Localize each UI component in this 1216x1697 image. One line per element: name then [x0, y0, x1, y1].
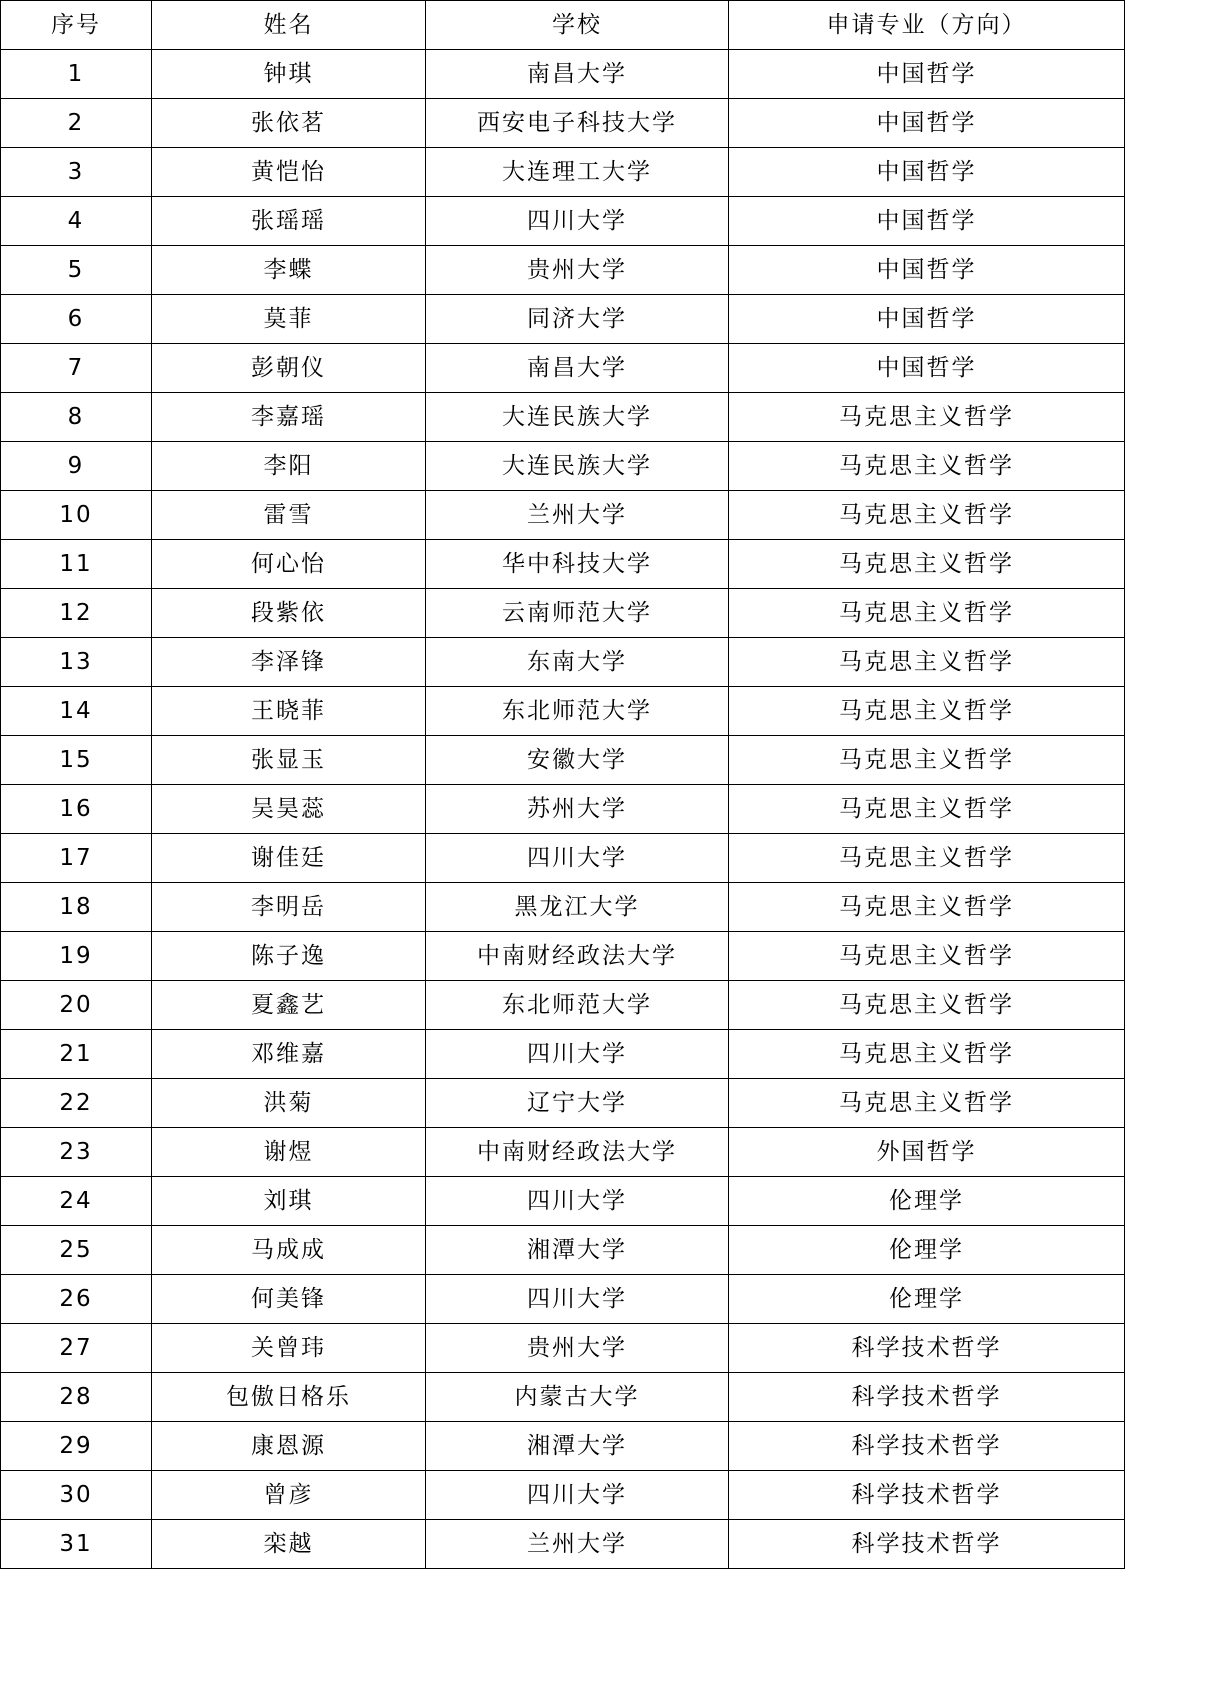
- cell-school: 湘潭大学: [426, 1226, 729, 1275]
- table-row: [1, 295, 1125, 344]
- table-row: [1, 1422, 1125, 1471]
- cell-name: 吴昊蕊: [152, 785, 426, 834]
- cell-name: 何美锋: [152, 1275, 426, 1324]
- cell-major: 马克思主义哲学: [729, 1079, 1125, 1128]
- cell-school: 辽宁大学: [426, 1079, 729, 1128]
- cell-school: 四川大学: [426, 1030, 729, 1079]
- table-row: [1, 785, 1125, 834]
- cell-school: 华中科技大学: [426, 540, 729, 589]
- table-row: [1, 540, 1125, 589]
- cell-index: 30: [1, 1471, 152, 1520]
- cell-index: 10: [1, 491, 152, 540]
- table-row: [1, 393, 1125, 442]
- table-row: [1, 1177, 1125, 1226]
- table-row: [1, 1030, 1125, 1079]
- cell-major: 马克思主义哲学: [729, 540, 1125, 589]
- cell-school: 四川大学: [426, 197, 729, 246]
- cell-name: 莫菲: [152, 295, 426, 344]
- cell-major: 伦理学: [729, 1275, 1125, 1324]
- table-row: [1, 687, 1125, 736]
- cell-school: 东北师范大学: [426, 981, 729, 1030]
- cell-major: 马克思主义哲学: [729, 736, 1125, 785]
- header-school: 学校: [426, 1, 729, 50]
- table-row: [1, 589, 1125, 638]
- cell-school: 大连民族大学: [426, 442, 729, 491]
- cell-index: 14: [1, 687, 152, 736]
- cell-index: 22: [1, 1079, 152, 1128]
- cell-name: 黄恺怡: [152, 148, 426, 197]
- cell-index: 2: [1, 99, 152, 148]
- cell-major: 马克思主义哲学: [729, 589, 1125, 638]
- cell-index: 13: [1, 638, 152, 687]
- cell-major: 科学技术哲学: [729, 1324, 1125, 1373]
- cell-major: 中国哲学: [729, 344, 1125, 393]
- cell-index: 19: [1, 932, 152, 981]
- cell-school: 贵州大学: [426, 246, 729, 295]
- cell-major: 马克思主义哲学: [729, 638, 1125, 687]
- cell-name: 谢煜: [152, 1128, 426, 1177]
- table-row: [1, 1226, 1125, 1275]
- cell-index: 27: [1, 1324, 152, 1373]
- cell-index: 12: [1, 589, 152, 638]
- cell-major: 马克思主义哲学: [729, 442, 1125, 491]
- table-row: [1, 197, 1125, 246]
- cell-name: 夏鑫艺: [152, 981, 426, 1030]
- cell-school: 云南师范大学: [426, 589, 729, 638]
- cell-school: 兰州大学: [426, 491, 729, 540]
- cell-name: 雷雪: [152, 491, 426, 540]
- cell-index: 21: [1, 1030, 152, 1079]
- table-row: [1, 148, 1125, 197]
- cell-major: 伦理学: [729, 1226, 1125, 1275]
- cell-name: 陈子逸: [152, 932, 426, 981]
- cell-name: 关曾玮: [152, 1324, 426, 1373]
- table-body: [1, 50, 1125, 1569]
- cell-school: 四川大学: [426, 1177, 729, 1226]
- table-row: [1, 1128, 1125, 1177]
- cell-name: 栾越: [152, 1520, 426, 1569]
- cell-name: 包傲日格乐: [152, 1373, 426, 1422]
- cell-name: 彭朝仪: [152, 344, 426, 393]
- cell-name: 李泽锋: [152, 638, 426, 687]
- table-row: [1, 1079, 1125, 1128]
- cell-school: 内蒙古大学: [426, 1373, 729, 1422]
- cell-major: 伦理学: [729, 1177, 1125, 1226]
- cell-name: 谢佳廷: [152, 834, 426, 883]
- cell-school: 南昌大学: [426, 344, 729, 393]
- cell-school: 同济大学: [426, 295, 729, 344]
- cell-school: 四川大学: [426, 834, 729, 883]
- cell-name: 段紫依: [152, 589, 426, 638]
- cell-index: 24: [1, 1177, 152, 1226]
- table-header-row: [1, 1, 1125, 50]
- cell-major: 中国哲学: [729, 295, 1125, 344]
- table-row: [1, 491, 1125, 540]
- cell-school: 东北师范大学: [426, 687, 729, 736]
- table-row: [1, 442, 1125, 491]
- cell-major: 科学技术哲学: [729, 1520, 1125, 1569]
- cell-name: 钟琪: [152, 50, 426, 99]
- cell-name: 张瑶瑶: [152, 197, 426, 246]
- table-row: [1, 99, 1125, 148]
- cell-name: 邓维嘉: [152, 1030, 426, 1079]
- cell-major: 科学技术哲学: [729, 1422, 1125, 1471]
- cell-index: 6: [1, 295, 152, 344]
- cell-school: 四川大学: [426, 1471, 729, 1520]
- cell-index: 8: [1, 393, 152, 442]
- table-row: [1, 1373, 1125, 1422]
- cell-index: 29: [1, 1422, 152, 1471]
- cell-name: 李阳: [152, 442, 426, 491]
- table-row: [1, 883, 1125, 932]
- cell-major: 中国哲学: [729, 197, 1125, 246]
- header-name: 姓名: [152, 1, 426, 50]
- cell-major: 马克思主义哲学: [729, 932, 1125, 981]
- cell-index: 26: [1, 1275, 152, 1324]
- cell-index: 31: [1, 1520, 152, 1569]
- cell-index: 11: [1, 540, 152, 589]
- cell-school: 南昌大学: [426, 50, 729, 99]
- cell-major: 中国哲学: [729, 50, 1125, 99]
- cell-major: 马克思主义哲学: [729, 981, 1125, 1030]
- table-row: [1, 1520, 1125, 1569]
- cell-school: 安徽大学: [426, 736, 729, 785]
- cell-school: 东南大学: [426, 638, 729, 687]
- table-row: [1, 981, 1125, 1030]
- cell-school: 四川大学: [426, 1275, 729, 1324]
- cell-school: 黑龙江大学: [426, 883, 729, 932]
- cell-major: 马克思主义哲学: [729, 393, 1125, 442]
- cell-school: 中南财经政法大学: [426, 932, 729, 981]
- cell-name: 李蝶: [152, 246, 426, 295]
- table-row: [1, 246, 1125, 295]
- table-row: [1, 50, 1125, 99]
- cell-index: 9: [1, 442, 152, 491]
- cell-name: 马成成: [152, 1226, 426, 1275]
- cell-name: 何心怡: [152, 540, 426, 589]
- cell-school: 湘潭大学: [426, 1422, 729, 1471]
- cell-major: 科学技术哲学: [729, 1471, 1125, 1520]
- cell-school: 兰州大学: [426, 1520, 729, 1569]
- cell-school: 苏州大学: [426, 785, 729, 834]
- cell-name: 李嘉瑶: [152, 393, 426, 442]
- cell-name: 洪菊: [152, 1079, 426, 1128]
- cell-major: 马克思主义哲学: [729, 687, 1125, 736]
- table-row: [1, 736, 1125, 785]
- table-row: [1, 638, 1125, 687]
- cell-major: 中国哲学: [729, 99, 1125, 148]
- table-row: [1, 834, 1125, 883]
- cell-school: 大连理工大学: [426, 148, 729, 197]
- table-row: [1, 932, 1125, 981]
- cell-index: 17: [1, 834, 152, 883]
- header-major: 申请专业（方向）: [729, 1, 1125, 50]
- cell-school: 贵州大学: [426, 1324, 729, 1373]
- cell-index: 16: [1, 785, 152, 834]
- cell-major: 马克思主义哲学: [729, 883, 1125, 932]
- cell-index: 25: [1, 1226, 152, 1275]
- cell-name: 曾彦: [152, 1471, 426, 1520]
- cell-index: 3: [1, 148, 152, 197]
- cell-major: 科学技术哲学: [729, 1373, 1125, 1422]
- cell-index: 4: [1, 197, 152, 246]
- cell-index: 7: [1, 344, 152, 393]
- table-row: [1, 1324, 1125, 1373]
- cell-major: 马克思主义哲学: [729, 491, 1125, 540]
- cell-index: 15: [1, 736, 152, 785]
- cell-name: 王晓菲: [152, 687, 426, 736]
- table-row: [1, 1471, 1125, 1520]
- cell-school: 西安电子科技大学: [426, 99, 729, 148]
- cell-major: 马克思主义哲学: [729, 834, 1125, 883]
- cell-index: 23: [1, 1128, 152, 1177]
- cell-index: 1: [1, 50, 152, 99]
- cell-index: 18: [1, 883, 152, 932]
- cell-major: 马克思主义哲学: [729, 785, 1125, 834]
- cell-name: 张依茗: [152, 99, 426, 148]
- cell-major: 中国哲学: [729, 246, 1125, 295]
- cell-major: 外国哲学: [729, 1128, 1125, 1177]
- cell-index: 28: [1, 1373, 152, 1422]
- cell-name: 李明岳: [152, 883, 426, 932]
- cell-school: 大连民族大学: [426, 393, 729, 442]
- table-row: [1, 1275, 1125, 1324]
- cell-name: 康恩源: [152, 1422, 426, 1471]
- header-index: 序号: [1, 1, 152, 50]
- cell-name: 张显玉: [152, 736, 426, 785]
- cell-school: 中南财经政法大学: [426, 1128, 729, 1177]
- cell-major: 中国哲学: [729, 148, 1125, 197]
- cell-index: 5: [1, 246, 152, 295]
- cell-name: 刘琪: [152, 1177, 426, 1226]
- cell-index: 20: [1, 981, 152, 1030]
- table-row: [1, 344, 1125, 393]
- cell-major: 马克思主义哲学: [729, 1030, 1125, 1079]
